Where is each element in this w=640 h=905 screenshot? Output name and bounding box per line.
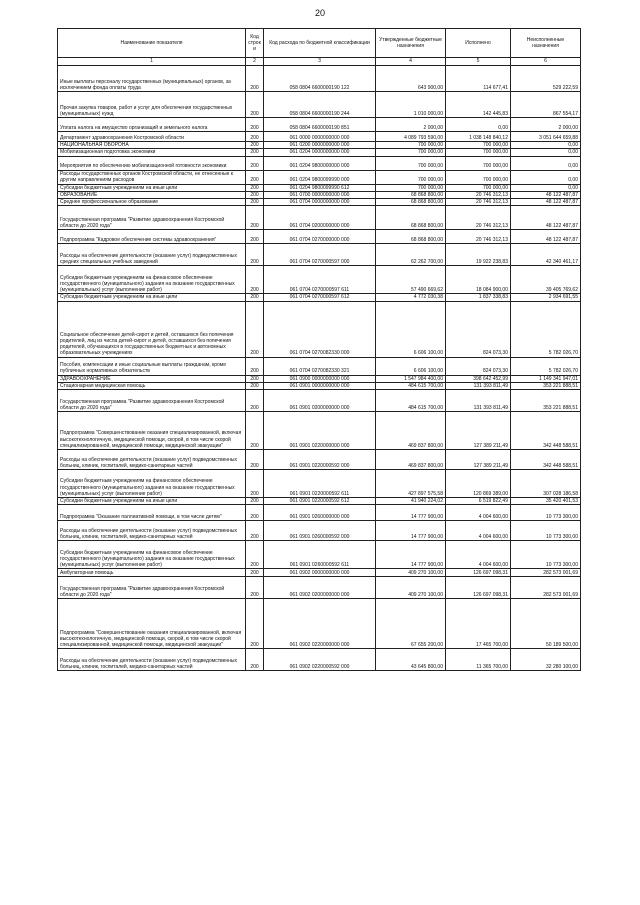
row-name: Среднее профессиональное образование	[58, 199, 246, 206]
row-approved: 62 262 700,00	[376, 244, 446, 266]
page-number: 20	[314, 8, 325, 18]
row-kbk: 061 0901 0220000000 000	[264, 412, 376, 450]
row-unexecuted: 50 189 500,00	[511, 599, 581, 649]
table-row	[58, 649, 581, 671]
column-number: 1	[58, 58, 246, 66]
row-executed: 398 642 452,99	[446, 375, 511, 382]
row-executed: 18 084 900,00	[446, 266, 511, 294]
table-row	[58, 184, 581, 191]
row-approved: 57 490 669,62	[376, 266, 446, 294]
row-kbk: 061 0902 0200000000 000	[264, 577, 376, 599]
row-approved: 2 000,00	[376, 118, 446, 132]
row-executed: 1 837 338,83	[446, 294, 511, 301]
row-executed: 114 677,41	[446, 66, 511, 92]
row-code: 200	[246, 470, 264, 498]
row-code: 200	[246, 156, 264, 170]
row-code: 200	[246, 118, 264, 132]
row-approved: 68 868 800,00	[376, 230, 446, 244]
row-unexecuted: 282 573 001,69	[511, 577, 581, 599]
row-unexecuted: 5 782 026,70	[511, 301, 581, 357]
row-code: 200	[246, 649, 264, 671]
row-name: Государственная программа "Развитие здравоохранения Костромской области до 2020 года"	[58, 390, 246, 412]
row-code: 200	[246, 375, 264, 382]
row-kbk: 061 0204 9800099990 612	[264, 184, 376, 191]
row-executed: 20 746 312,13	[446, 230, 511, 244]
row-approved: 700 000,00	[376, 170, 446, 184]
row-approved: 43 645 800,00	[376, 649, 446, 671]
row-executed: 127 389 211,49	[446, 412, 511, 450]
budget-execution-table	[57, 28, 581, 671]
row-kbk: 061 0901 0200000000 000	[264, 390, 376, 412]
row-executed: 120 869 389,00	[446, 470, 511, 498]
row-executed: 17 465 700,00	[446, 599, 511, 649]
row-code: 200	[246, 450, 264, 470]
row-name: Субсидии бюджетным учреждениям на финансовое обеспечение государственного (муниципального) задания на оказание государственных (муниципальных) услуг (выполнение работ)	[58, 470, 246, 498]
row-executed: 131 393 811,49	[446, 390, 511, 412]
header-kbk: Код расхода по бюджетной классификации	[264, 29, 376, 58]
row-executed: 824 073,30	[446, 301, 511, 357]
row-kbk: 061 0000 0000000000 000	[264, 132, 376, 142]
row-approved: 14 777 900,00	[376, 505, 446, 521]
row-unexecuted: 39 405 769,62	[511, 266, 581, 294]
row-kbk: 061 0200 0000000000 000	[264, 142, 376, 149]
table-row	[58, 266, 581, 294]
row-unexecuted: 353 221 888,51	[511, 382, 581, 389]
row-name: Расходы на обеспечение деятельности (оказание услуг) подведомственных больниц, клиник, госпиталей, медико-санитарных частей	[58, 450, 246, 470]
row-kbk: 061 0901 0000000000 000	[264, 382, 376, 389]
row-code: 200	[246, 294, 264, 301]
row-executed: 824 073,30	[446, 357, 511, 375]
header-executed: Исполнено	[446, 29, 511, 58]
table-row	[58, 66, 581, 92]
row-unexecuted: 0,00	[511, 156, 581, 170]
row-code: 200	[246, 149, 264, 156]
table-row	[58, 599, 581, 649]
header-code: Код строки	[246, 29, 264, 58]
row-kbk: 061 0704 0270000000 000	[264, 230, 376, 244]
table-row	[58, 412, 581, 450]
row-code: 200	[246, 92, 264, 118]
table-row	[58, 498, 581, 505]
table-row	[58, 92, 581, 118]
row-approved: 68 868 800,00	[376, 199, 446, 206]
row-approved: 41 940 224,02	[376, 498, 446, 505]
table-row	[58, 357, 581, 375]
row-executed: 126 697 098,31	[446, 577, 511, 599]
row-approved: 68 868 800,00	[376, 191, 446, 198]
table-row	[58, 149, 581, 156]
row-name: Стационарная медицинская помощь	[58, 382, 246, 389]
row-approved: 1 547 984 400,00	[376, 375, 446, 382]
row-name: Государственная программа "Развитие здравоохранения Костромской области до 2020 года"	[58, 577, 246, 599]
column-number-row	[58, 58, 581, 66]
row-executed: 19 922 238,83	[446, 244, 511, 266]
row-approved: 409 270 100,00	[376, 569, 446, 577]
header-unexecuted: Неисполненные назначения	[511, 29, 581, 58]
row-kbk: 061 0901 0220000592 000	[264, 450, 376, 470]
row-unexecuted: 48 122 487,87	[511, 191, 581, 198]
row-unexecuted: 0,00	[511, 184, 581, 191]
table-row	[58, 505, 581, 521]
table-row	[58, 301, 581, 357]
row-approved: 68 868 800,00	[376, 206, 446, 230]
row-executed: 20 746 312,13	[446, 199, 511, 206]
row-code: 200	[246, 191, 264, 198]
column-number: 5	[446, 58, 511, 66]
row-unexecuted: 35 420 401,53	[511, 498, 581, 505]
row-executed: 20 746 312,13	[446, 191, 511, 198]
row-kbk: 061 0901 0220000592 611	[264, 470, 376, 498]
row-name: Расходы на обеспечение деятельности (оказание услуг) подведомственных больниц, клиник, госпиталей, медико-санитарных частей	[58, 521, 246, 541]
header-approved: Утвержденные бюджетные назначения	[376, 29, 446, 58]
row-kbk: 061 0704 0200000000 000	[264, 206, 376, 230]
row-code: 200	[246, 382, 264, 389]
row-name: Субсидии бюджетным учреждениям на иные цели	[58, 498, 246, 505]
row-unexecuted: 307 028 186,58	[511, 470, 581, 498]
row-name: Прочая закупка товаров, работ и услуг для обеспечения государственных (муниципальных) нужд	[58, 92, 246, 118]
row-unexecuted: 0,00	[511, 170, 581, 184]
row-approved: 6 606 100,00	[376, 357, 446, 375]
table-row	[58, 170, 581, 184]
row-unexecuted: 5 782 026,70	[511, 357, 581, 375]
row-kbk: 061 0204 0000000000 000	[264, 149, 376, 156]
row-unexecuted: 342 448 588,51	[511, 450, 581, 470]
row-approved: 6 606 100,00	[376, 301, 446, 357]
row-executed: 20 746 312,13	[446, 206, 511, 230]
row-name: Расходы государственных органов Костромской области, не отнесенные к другим направлениям расходов	[58, 170, 246, 184]
table-row	[58, 199, 581, 206]
row-name: Субсидии бюджетным учреждениям на финансовое обеспечение государственного (муниципального) задания на оказание государственных (муниципальных) услуг (выполнение работ)	[58, 266, 246, 294]
row-kbk: 061 0901 0260000592 611	[264, 541, 376, 569]
row-name: Мобилизационная подготовка экономики	[58, 149, 246, 156]
row-name: НАЦИОНАЛЬНАЯ ОБОРОНА	[58, 142, 246, 149]
row-kbk: 061 0704 0270000597 000	[264, 244, 376, 266]
row-executed: 700 000,00	[446, 149, 511, 156]
row-name: Уплата налога на имущество организаций и земельного налога	[58, 118, 246, 132]
table-row	[58, 470, 581, 498]
row-code: 200	[246, 66, 264, 92]
row-executed: 1 038 148 840,12	[446, 132, 511, 142]
row-approved: 700 000,00	[376, 184, 446, 191]
row-kbk: 061 0704 0270000597 611	[264, 266, 376, 294]
row-executed: 131 393 811,49	[446, 382, 511, 389]
row-unexecuted: 42 340 461,17	[511, 244, 581, 266]
row-unexecuted: 1 149 341 947,01	[511, 375, 581, 382]
row-approved: 427 897 575,58	[376, 470, 446, 498]
row-code: 200	[246, 541, 264, 569]
row-kbk: 058 0804 6600000190 122	[264, 66, 376, 92]
row-approved: 484 615 700,00	[376, 382, 446, 389]
table-row	[58, 382, 581, 389]
row-code: 200	[246, 199, 264, 206]
row-approved: 14 777 900,00	[376, 521, 446, 541]
row-name: Пособия, компенсации и иные социальные выплаты гражданам, кроме публичных нормативных обязательств	[58, 357, 246, 375]
header-name: Наименование показателя	[58, 29, 246, 58]
row-code: 200	[246, 412, 264, 450]
row-code: 200	[246, 521, 264, 541]
row-unexecuted: 529 222,59	[511, 66, 581, 92]
row-code: 200	[246, 132, 264, 142]
row-code: 200	[246, 569, 264, 577]
row-executed: 11 365 700,00	[446, 649, 511, 671]
row-kbk: 061 0700 0000000000 000	[264, 191, 376, 198]
row-approved: 4 089 793 590,00	[376, 132, 446, 142]
row-unexecuted: 32 280 100,00	[511, 649, 581, 671]
table-row	[58, 244, 581, 266]
row-executed: 700 000,00	[446, 184, 511, 191]
row-unexecuted: 48 122 487,87	[511, 230, 581, 244]
row-executed: 700 000,00	[446, 170, 511, 184]
column-number: 2	[246, 58, 264, 66]
row-kbk: 061 0901 0260000592 000	[264, 521, 376, 541]
table-row	[58, 230, 581, 244]
row-kbk: 061 0901 0260000000 000	[264, 505, 376, 521]
row-name: ЗДРАВООХРАНЕНИЕ	[58, 375, 246, 382]
row-code: 200	[246, 357, 264, 375]
row-unexecuted: 0,00	[511, 142, 581, 149]
row-name: Государственная программа "Развитие здравоохранения Костромской области до 2020 года"	[58, 206, 246, 230]
row-executed: 4 004 600,00	[446, 541, 511, 569]
row-kbk: 061 0902 0220000000 000	[264, 599, 376, 649]
row-kbk: 058 0804 6600000190 851	[264, 118, 376, 132]
row-kbk: 061 0704 0000000000 000	[264, 199, 376, 206]
row-code: 200	[246, 170, 264, 184]
row-name: Амбулаторная помощь	[58, 569, 246, 577]
row-approved: 700 000,00	[376, 156, 446, 170]
row-name: Социальное обеспечение детей-сирот и детей, оставшихся без попечения родителей, лиц из числа детей-сирот и детей, оставшихся без попечения родителей, обучающихся в государственных бюджетных и автономных образовательных учреждениях	[58, 301, 246, 357]
row-kbk: 061 0704 0270082330 321	[264, 357, 376, 375]
row-code: 200	[246, 498, 264, 505]
row-approved: 4 772 030,38	[376, 294, 446, 301]
table-row	[58, 541, 581, 569]
row-code: 200	[246, 244, 264, 266]
row-executed: 142 445,83	[446, 92, 511, 118]
row-name: Субсидии бюджетным учреждениям на финансовое обеспечение государственного (муниципального) задания на оказание государственных (муниципальных) услуг (выполнение работ)	[58, 541, 246, 569]
row-name: Подпрограмма "Совершенствование оказания специализированной, включая высокотехнологичную, медицинской помощи, скорой, в том числе скорой специализированной, медицинской помощи, медицинской эвакуации"	[58, 412, 246, 450]
row-executed: 700 000,00	[446, 156, 511, 170]
header-row	[58, 29, 581, 58]
row-executed: 4 004 600,00	[446, 521, 511, 541]
row-kbk: 058 0804 6600000190 244	[264, 92, 376, 118]
row-approved: 700 000,00	[376, 149, 446, 156]
row-executed: 127 389 211,49	[446, 450, 511, 470]
row-kbk: 061 0704 0270000597 612	[264, 294, 376, 301]
table-row	[58, 142, 581, 149]
row-kbk: 061 0900 0000000000 000	[264, 375, 376, 382]
table-row	[58, 156, 581, 170]
row-unexecuted: 282 573 001,69	[511, 569, 581, 577]
row-kbk: 061 0902 0000000000 000	[264, 569, 376, 577]
row-name: Подпрограмма "Совершенствование оказания специализированной, включая высокотехнологичную, медицинской помощи, скорой, в том числе скорой специализированной, медицинской помощи, медицинской эвакуации"	[58, 599, 246, 649]
row-kbk: 061 0901 0220000592 612	[264, 498, 376, 505]
row-kbk: 061 0204 9800000000 000	[264, 156, 376, 170]
row-approved: 1 010 000,00	[376, 92, 446, 118]
row-unexecuted: 2 000,00	[511, 118, 581, 132]
row-approved: 469 837 800,00	[376, 450, 446, 470]
table-row	[58, 390, 581, 412]
row-code: 200	[246, 505, 264, 521]
row-code: 200	[246, 301, 264, 357]
table-row	[58, 375, 581, 382]
row-approved: 469 837 800,00	[376, 412, 446, 450]
row-code: 200	[246, 206, 264, 230]
row-kbk: 061 0902 0220000592 000	[264, 649, 376, 671]
row-unexecuted: 10 773 300,00	[511, 541, 581, 569]
row-unexecuted: 10 773 300,00	[511, 505, 581, 521]
row-executed: 126 697 098,31	[446, 569, 511, 577]
row-code: 200	[246, 142, 264, 149]
row-approved: 700 000,00	[376, 142, 446, 149]
row-executed: 6 519 822,49	[446, 498, 511, 505]
row-name: Субсидии бюджетным учреждениям на иные цели	[58, 184, 246, 191]
row-name: Мероприятия по обеспечению мобилизационной готовности экономики	[58, 156, 246, 170]
table-row	[58, 577, 581, 599]
row-code: 200	[246, 599, 264, 649]
row-unexecuted: 48 122 487,87	[511, 199, 581, 206]
row-name: ОБРАЗОВАНИЕ	[58, 191, 246, 198]
table-row	[58, 206, 581, 230]
table-body	[58, 66, 581, 671]
column-number: 3	[264, 58, 376, 66]
row-unexecuted: 10 773 300,00	[511, 521, 581, 541]
row-executed: 0,00	[446, 118, 511, 132]
table-row	[58, 294, 581, 301]
row-name: Расходы на обеспечение деятельности (оказание услуг) подведомственных больниц, клиник, госпиталей, медико-санитарных частей	[58, 649, 246, 671]
row-name: Департамент здравоохранения Костромской области	[58, 132, 246, 142]
row-unexecuted: 0,00	[511, 149, 581, 156]
table-row	[58, 132, 581, 142]
row-unexecuted: 3 051 644 659,88	[511, 132, 581, 142]
row-approved: 67 655 200,00	[376, 599, 446, 649]
row-unexecuted: 342 448 588,51	[511, 412, 581, 450]
row-code: 200	[246, 577, 264, 599]
row-name: Иные выплаты персоналу государственных (муниципальных) органов, за исключением фонда оплаты труда	[58, 66, 246, 92]
row-executed: 4 004 600,00	[446, 505, 511, 521]
row-approved: 484 615 700,00	[376, 390, 446, 412]
table-row	[58, 569, 581, 577]
row-code: 200	[246, 230, 264, 244]
row-kbk: 061 0704 0270082330 000	[264, 301, 376, 357]
row-name: Подпрограмма "Оказание паллиативной помощи, в том числе детям"	[58, 505, 246, 521]
row-code: 200	[246, 184, 264, 191]
row-name: Подпрограмма "Кадровое обеспечение системы здравоохранения"	[58, 230, 246, 244]
row-executed: 700 000,00	[446, 142, 511, 149]
column-number: 4	[376, 58, 446, 66]
row-unexecuted: 353 221 888,51	[511, 390, 581, 412]
column-number: 6	[511, 58, 581, 66]
row-approved: 14 777 900,00	[376, 541, 446, 569]
row-name: Субсидии бюджетным учреждениям на иные цели	[58, 294, 246, 301]
row-unexecuted: 48 122 487,87	[511, 206, 581, 230]
table-row	[58, 450, 581, 470]
row-kbk: 061 0204 9800099990 000	[264, 170, 376, 184]
row-unexecuted: 2 934 691,55	[511, 294, 581, 301]
row-approved: 409 270 100,00	[376, 577, 446, 599]
table-row	[58, 191, 581, 198]
row-code: 200	[246, 266, 264, 294]
table-row	[58, 521, 581, 541]
row-name: Расходы на обеспечение деятельности (оказание услуг) подведомственных средних специальных учебных заведений	[58, 244, 246, 266]
row-code: 200	[246, 390, 264, 412]
row-approved: 643 900,00	[376, 66, 446, 92]
row-unexecuted: 867 554,17	[511, 92, 581, 118]
table-row	[58, 118, 581, 132]
